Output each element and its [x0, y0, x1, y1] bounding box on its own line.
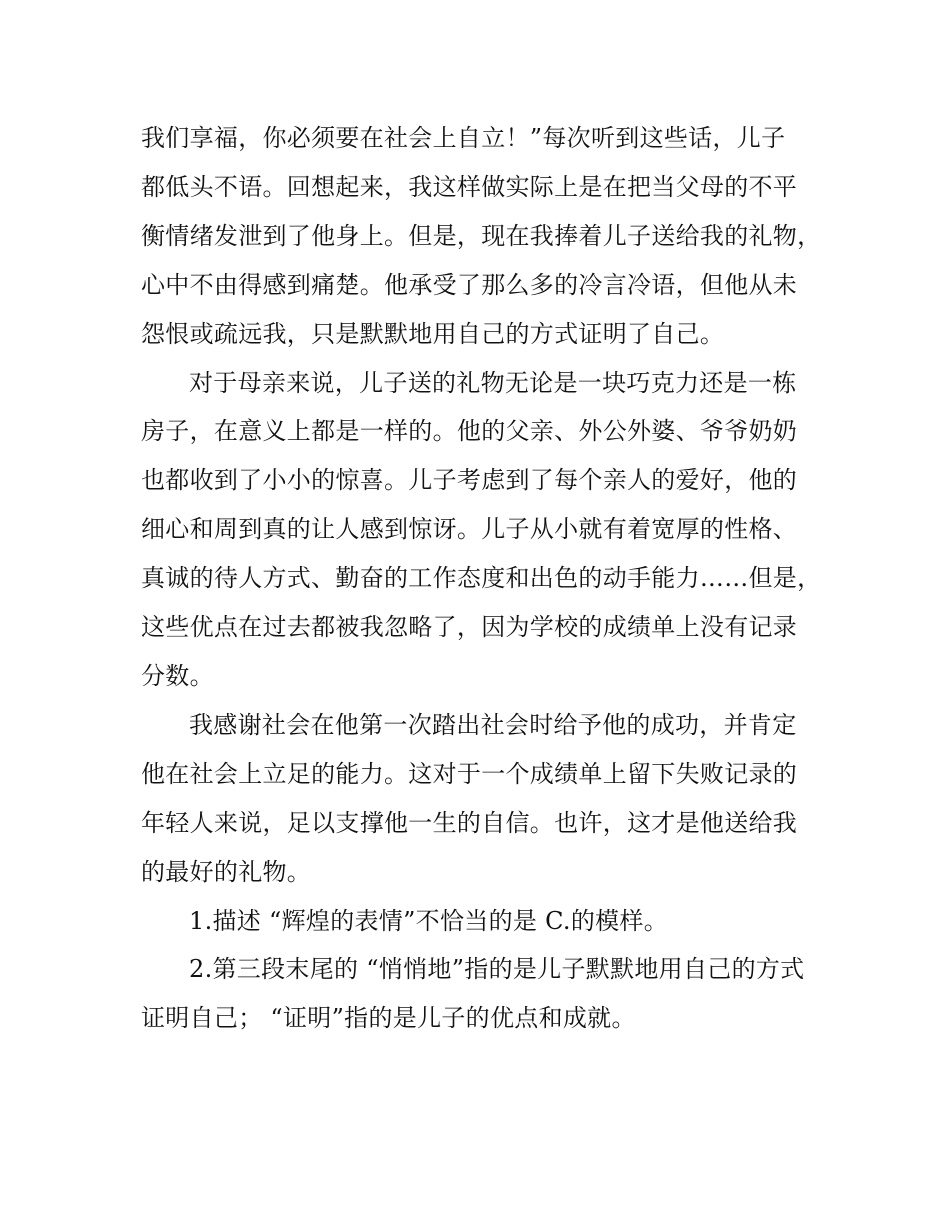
paragraph-1-line-5: 怨恨或疏远我，只是默默地用自己的方式证明了自己。	[141, 319, 725, 348]
paragraph-2-line-3: 也都收到了小小的惊喜。儿子考虑到了每个亲人的爱好，他的	[141, 466, 798, 495]
paragraph-3-line-1: 我感谢社会在他第一次踏出社会时给予他的成功，并肯定	[189, 710, 797, 739]
paragraph-2-line-5: 真诚的待人方式、勤奋的工作态度和出色的动手能力……但是，	[141, 564, 822, 593]
paragraph-2-line-4: 细心和周到真的让人感到惊讶。儿子从小就有着宽厚的性格、	[141, 515, 798, 544]
paragraph-1-line-4: 心中不由得感到痛楚。他承受了那么多的冷言冷语，但他从未	[141, 270, 798, 299]
paragraph-2-line-1: 对于母亲来说，儿子送的礼物无论是一块巧克力还是一栋	[189, 368, 797, 397]
question-1-line-1: 1.描述 “辉煌的表情”不恰当的是 C.的模样。	[189, 906, 669, 935]
question-2-line-1: 2.第三段末尾的 “悄悄地”指的是儿子默默地用自己的方式	[189, 955, 805, 984]
paragraph-1-line-3: 衡情绪发泄到了他身上。但是，现在我捧着儿子送给我的礼物，	[141, 221, 822, 250]
paragraph-1-line-1: 我们享福，你必须要在社会上自立！”每次听到这些话，儿子	[141, 124, 786, 152]
paragraph-2-line-6: 这些优点在过去都被我忽略了，因为学校的成绩单上没有记录	[141, 613, 798, 642]
question-2-line-2: 证明自己； “证明”指的是儿子的优点和成就。	[141, 1004, 636, 1033]
paragraph-3-line-4: 的最好的礼物。	[141, 857, 312, 886]
paragraph-2-line-7: 分数。	[141, 661, 214, 690]
paragraph-2-line-2: 房子，在意义上都是一样的。他的父亲、外公外婆、爷爷奶奶	[141, 417, 798, 446]
document-body	[141, 114, 841, 1043]
paragraph-3-line-2: 他在社会上立足的能力。这对于一个成绩单上留下失败记录的	[141, 759, 798, 788]
paragraph-1-line-2: 都低头不语。回想起来，我这样做实际上是在把当父母的不平	[141, 172, 798, 201]
paragraph-3-line-3: 年轻人来说，足以支撑他一生的自信。也许，这才是他送给我	[141, 808, 798, 837]
